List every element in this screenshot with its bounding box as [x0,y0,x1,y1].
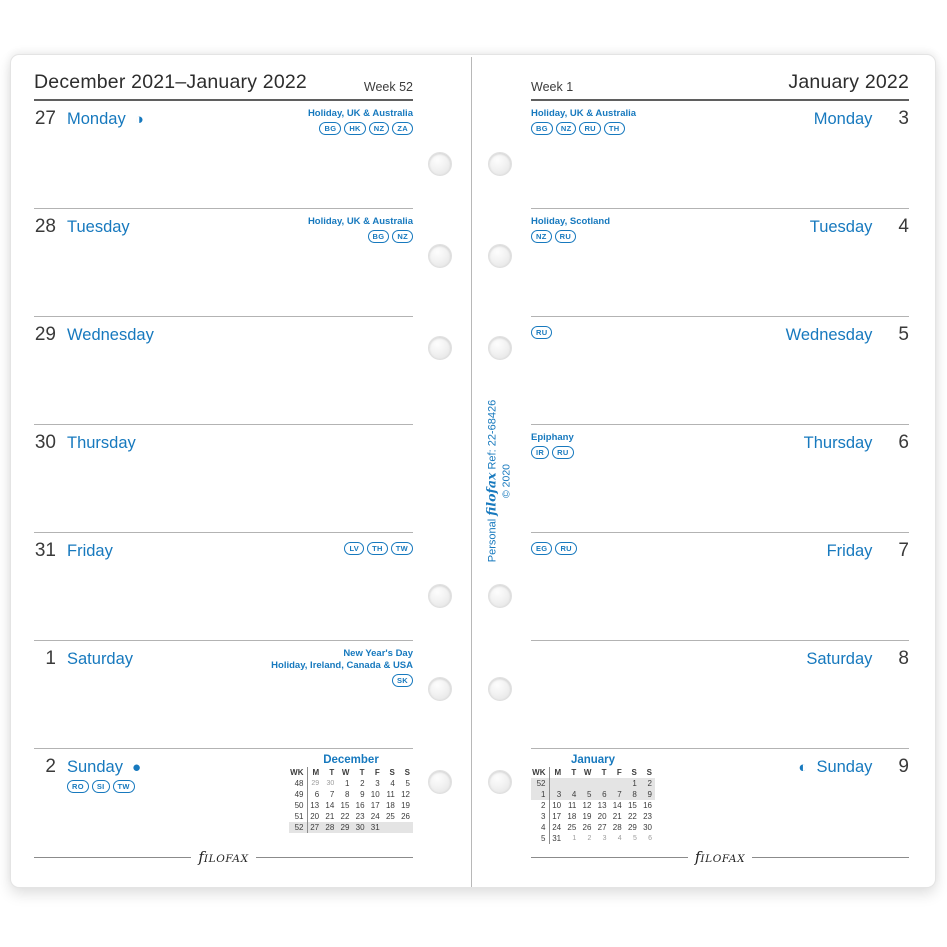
mini-calendar-day-cell [549,778,564,789]
mini-calendar-day-cell: 30 [352,822,367,833]
country-badge-nz: NZ [531,230,552,243]
punch-hole [428,244,452,268]
mini-calendar-week-row [289,811,413,822]
day-number: 29 [34,324,56,345]
country-badge-tw: TW [391,542,413,555]
country-badges [531,446,574,459]
country-badge-si: SI [92,780,110,793]
mini-calendar-day-cell: 26 [582,823,592,832]
mini-calendar-day-cell: 10 [552,801,562,810]
mini-calendar-day-cell: 13 [597,801,607,810]
mini-calendar-day-cell: 12 [401,790,410,799]
page-divider [471,57,472,887]
mini-calendar-day-cell: 26 [401,812,410,821]
country-badge-ro: RO [67,780,89,793]
day-name: Sunday [67,758,123,776]
mini-calendar-day-cell: 14 [612,801,622,810]
mini-calendar-day-cell: 4 [564,789,579,800]
punch-hole [428,770,452,794]
mini-calendar-header-cell: S [404,768,410,777]
right-week-label: Week 1 [531,80,574,94]
brand-rest: ILOFAX [203,852,249,865]
holiday-label: Epiphany [531,432,574,443]
punch-hole [488,152,512,176]
country-badges [308,122,413,135]
mini-calendar-header-cell: T [359,768,365,777]
country-badges [531,542,577,555]
mini-calendar-table [289,767,413,833]
day-row-thursday [531,424,909,532]
country-badge-th: TH [367,542,388,555]
filofax-logo [694,847,746,866]
brand-initial: f [694,847,701,866]
mini-calendar-header-cell: S [389,768,395,777]
mini-calendar-day-cell: 6 [648,835,652,842]
country-badge-tw: TW [113,780,135,793]
day-row-sunday [34,748,413,856]
country-badge-hk: HK [344,122,365,135]
mini-calendar-day-cell: 24 [370,812,380,821]
mini-calendar-day-cell [610,778,625,789]
day-row-thursday [34,424,413,532]
mini-calendar-day-cell: 12 [582,801,592,810]
new-moon-moon-icon: ● [131,758,142,776]
day-number: 28 [34,216,56,237]
day-heading [531,533,909,562]
mini-calendar-day-cell: 27 [597,823,607,832]
mini-calendar-week-row [289,822,413,833]
holiday-label: Holiday, Scotland [531,216,611,227]
mini-calendar-day-cell: 2 [360,779,365,788]
mini-calendar-day-cell: 23 [355,812,365,821]
mini-calendar-day-cell: 17 [552,812,562,821]
day-row-monday [34,101,413,208]
mini-calendar-day-cell: 31 [368,822,383,833]
mini-calendar-day-cell: 1 [572,835,577,842]
mini-calendar-day-cell: 15 [627,801,637,810]
mini-calendar-day-cell: 4 [617,835,622,842]
country-badge-ru: RU [555,542,576,555]
left-page-title: December 2021–January 2022 [34,71,307,93]
country-badge-ru: RU [555,230,576,243]
mini-calendar-week-row [531,800,655,811]
spine-product: Personal [486,518,499,563]
mini-calendar-day-cell: 25 [567,823,577,832]
mini-calendar-day-cell: 25 [385,812,395,821]
mini-calendar-day-cell: 16 [355,801,365,810]
right-page [531,71,909,873]
punch-hole [488,584,512,608]
mini-calendar-day-cell: 18 [567,812,577,821]
mini-calendar-day-cell: 13 [310,801,320,810]
mini-calendar-week-row [531,778,655,789]
mini-calendar-day-cell: 20 [310,812,320,821]
mini-calendar-day-cell: 24 [552,823,562,832]
mini-calendar-header-cell: S [631,768,637,777]
day-name: Wednesday [785,326,873,344]
mini-calendar-day-cell: 28 [612,823,622,832]
mini-calendar-day-cell: 5 [632,835,637,842]
country-badge-nz: NZ [369,122,390,135]
mini-calendar-day-cell: 20 [597,812,607,821]
country-badges [271,674,413,687]
day-number: 8 [898,648,909,669]
day-number: 7 [898,540,909,561]
country-badge-ru: RU [552,446,573,459]
mini-calendar-week-number: 49 [289,789,307,800]
mini-calendar-header-cell: T [571,768,577,777]
day-name: Friday [67,542,113,560]
country-badges [531,122,636,135]
right-page-title: January 2022 [788,71,909,93]
holiday-note [308,216,413,243]
filofax-logo [198,847,249,866]
day-name: Tuesday [67,218,130,236]
mini-month-calendar [531,754,655,844]
holiday-note [531,324,552,339]
day-number: 3 [898,108,909,129]
mini-calendar-header-cell: M [312,768,320,777]
mini-calendar-week-row [531,833,655,844]
country-badge-bg: BG [531,122,553,135]
country-badges [531,230,610,243]
country-badge-ru: RU [531,326,552,339]
mini-calendar-day-cell: 1 [625,778,640,789]
mini-calendar-day-cell: 16 [643,801,652,810]
day-row-monday [531,101,909,208]
spine-ref: Ref: 22-68426 [486,399,499,470]
mini-calendar-day-cell: 28 [322,822,337,833]
mini-calendar-day-cell [383,822,398,833]
footer-rule [34,857,191,858]
mini-calendar-day-cell: 17 [370,801,380,810]
day-row-tuesday [34,208,413,316]
country-badge-eg: EG [531,542,552,555]
mini-calendar-month-title: December [323,754,379,766]
spine-copyright: © 2020 [500,464,513,499]
country-badge-nz: NZ [556,122,577,135]
footer-rule [531,857,688,858]
mini-calendar-day-cell: 8 [625,789,640,800]
mini-calendar-header-cell: S [646,768,652,777]
country-badge-ru: RU [579,122,600,135]
mini-month-calendar [289,754,413,833]
mini-calendar-day-cell: 6 [594,789,609,800]
day-row-sunday [531,748,909,856]
day-name: Wednesday [67,326,154,344]
spine-product-ref [484,400,499,562]
mini-calendar-week-number: 2 [531,800,549,811]
mini-calendar-day-cell: 29 [627,823,637,832]
mini-calendar-day-cell: 10 [370,790,380,799]
day-name: Saturday [806,650,873,668]
mini-calendar-day-cell: 5 [405,779,410,788]
holiday-label: Holiday, UK & Australia [531,108,637,119]
mini-calendar-day-cell: 30 [326,780,335,787]
mini-calendar-header-cell: F [374,768,380,777]
spine-imprint [484,400,513,562]
mini-calendar-week-number: 1 [531,789,549,800]
punch-hole [428,336,452,360]
mini-calendar-month-title: January [570,754,616,766]
mini-calendar-header-cell: W [583,768,592,777]
punch-hole [488,244,512,268]
mini-calendar-week-row [531,822,655,833]
right-day-rows [531,101,909,856]
punch-hole [488,677,512,701]
mini-calendar-header-cell: F [616,768,622,777]
mini-calendar-day-cell [579,778,594,789]
day-number: 1 [45,648,56,669]
first-quarter-moon-icon: ◐ [798,758,808,776]
mini-calendar-week-number: 5 [531,833,549,844]
punch-hole [428,584,452,608]
day-number: 27 [34,108,56,129]
day-row-saturday [34,640,413,748]
mini-calendar-week-row [531,811,655,822]
left-page [34,71,413,873]
day-heading [34,317,413,346]
mini-calendar-day-cell: 11 [386,790,395,799]
mini-calendar-day-cell: 5 [579,789,594,800]
mini-calendar-day-cell: 18 [385,801,395,810]
mini-calendar-day-cell: 4 [390,779,395,788]
last-quarter-moon-icon: ◑ [134,110,144,128]
mini-calendar-week-number: 50 [289,800,307,811]
left-week-label: Week 52 [363,80,413,94]
mini-calendar-day-cell: 6 [314,790,320,799]
country-badge-za: ZA [392,122,413,135]
holiday-note [531,216,610,243]
holiday-note [271,648,413,687]
day-name: Tuesday [809,218,873,236]
mini-calendar-header-cell: M [554,768,562,777]
mini-calendar-day-cell: 3 [602,835,607,842]
day-row-tuesday [531,208,909,316]
mini-calendar-day-cell: 22 [340,812,350,821]
mini-calendar-header-cell: WK [531,767,549,778]
mini-calendar-header-cell: W [341,768,350,777]
mini-calendar-week-row [289,778,413,789]
mini-calendar-table [531,767,655,844]
day-name: Thursday [803,434,873,452]
day-number: 31 [34,540,56,561]
mini-calendar-day-cell [594,778,609,789]
day-number: 2 [45,756,56,777]
day-row-friday [34,532,413,640]
mini-calendar-day-cell: 27 [307,822,322,833]
holiday-label: Holiday, UK & Australia [307,108,413,119]
brand-initial: f [198,847,204,866]
day-number: 5 [898,324,909,345]
mini-calendar-day-cell: 3 [375,779,380,788]
mini-calendar-day-cell: 2 [640,778,655,789]
mini-calendar-day-cell: 21 [325,812,335,821]
day-heading [531,317,909,346]
country-badge-lv: LV [344,542,364,555]
holiday-label: New Year's Day [343,648,413,659]
left-page-header [34,71,413,101]
mini-calendar-week-number: 48 [289,778,307,789]
footer-rule [752,857,909,858]
holiday-note [531,432,574,459]
punch-hole [428,152,452,176]
mini-calendar-day-cell: 1 [344,779,350,788]
mini-calendar-week-number: 52 [289,822,307,833]
right-footer [531,849,909,865]
country-badges [531,326,552,339]
mini-calendar-day-cell: 31 [552,834,562,843]
country-badges [308,230,413,243]
left-footer [34,849,413,865]
planner-spread [10,54,936,888]
day-heading [531,641,909,670]
mini-calendar-day-cell: 15 [340,801,350,810]
holiday-label: Holiday, UK & Australia [307,216,413,227]
day-row-saturday [531,640,909,748]
day-name: Saturday [67,650,134,668]
mini-calendar-day-cell: 8 [344,790,350,799]
mini-calendar-week-row [289,789,413,800]
mini-calendar-day-cell: 29 [311,780,320,787]
holiday-note [344,540,413,555]
mini-calendar-day-cell: 30 [643,823,652,832]
day-number: 9 [898,756,909,777]
mini-calendar-day-cell: 3 [549,789,564,800]
day-number: 6 [898,432,909,453]
holiday-label: Holiday, Ireland, Canada & USA [271,660,413,671]
mini-calendar-week-row [289,800,413,811]
day-name: Thursday [67,434,136,452]
mini-calendar-day-cell [564,778,579,789]
country-badge-bg: BG [368,230,390,243]
punch-hole [428,677,452,701]
left-day-rows [34,101,413,856]
mini-calendar-day-cell: 22 [627,812,637,821]
day-number: 30 [34,432,56,453]
mini-calendar-header-row [289,767,413,778]
mini-calendar-day-cell: 29 [337,822,352,833]
mini-calendar-day-cell: 23 [643,812,652,821]
mini-calendar-day-cell: 9 [640,789,655,800]
holiday-note [531,540,577,555]
mini-calendar-day-cell: 9 [360,790,365,799]
mini-calendar-week-number: 52 [531,778,549,789]
country-badge-th: TH [604,122,625,135]
country-badge-bg: BG [319,122,341,135]
mini-calendar-day-cell: 19 [582,812,592,821]
mini-calendar-week-number: 3 [531,811,549,822]
mini-calendar-day-cell: 14 [325,801,335,810]
day-row-friday [531,532,909,640]
day-name: Monday [813,110,873,128]
country-badge-sk: SK [392,674,413,687]
day-row-wednesday [531,316,909,424]
mini-calendar-header-cell: T [601,768,607,777]
mini-calendar-day-cell: 7 [610,789,625,800]
mini-calendar-week-row [531,789,655,800]
mini-calendar-week-number: 51 [289,811,307,822]
mini-calendar-header-row [531,767,655,778]
mini-calendar-day-cell: 19 [401,801,410,810]
mini-calendar-header-cell: WK [289,767,307,778]
holiday-note [308,108,413,135]
day-name: Monday [67,110,126,128]
mini-calendar-day-cell: 11 [567,801,577,810]
mini-calendar-week-number: 4 [531,822,549,833]
mini-calendar-day-cell: 7 [329,790,335,799]
day-name: Sunday [816,758,873,776]
country-badge-nz: NZ [392,230,413,243]
footer-rule [256,857,413,858]
mini-calendar-day-cell: 21 [612,812,622,821]
day-row-wednesday [34,316,413,424]
spine-brand: filofax [483,472,499,516]
holiday-note [531,108,636,135]
mini-calendar-day-cell [398,822,413,833]
day-heading [34,425,413,454]
brand-rest: ILOFAX [700,852,746,865]
day-name: Friday [826,542,873,560]
punch-hole [488,336,512,360]
country-badge-ir: IR [531,446,549,459]
right-page-header [531,71,909,101]
day-heading [531,425,909,454]
mini-calendar-header-cell: T [329,768,335,777]
mini-calendar-day-cell: 2 [587,835,592,842]
day-number: 4 [898,216,909,237]
punch-hole [488,770,512,794]
country-badges [344,542,413,555]
